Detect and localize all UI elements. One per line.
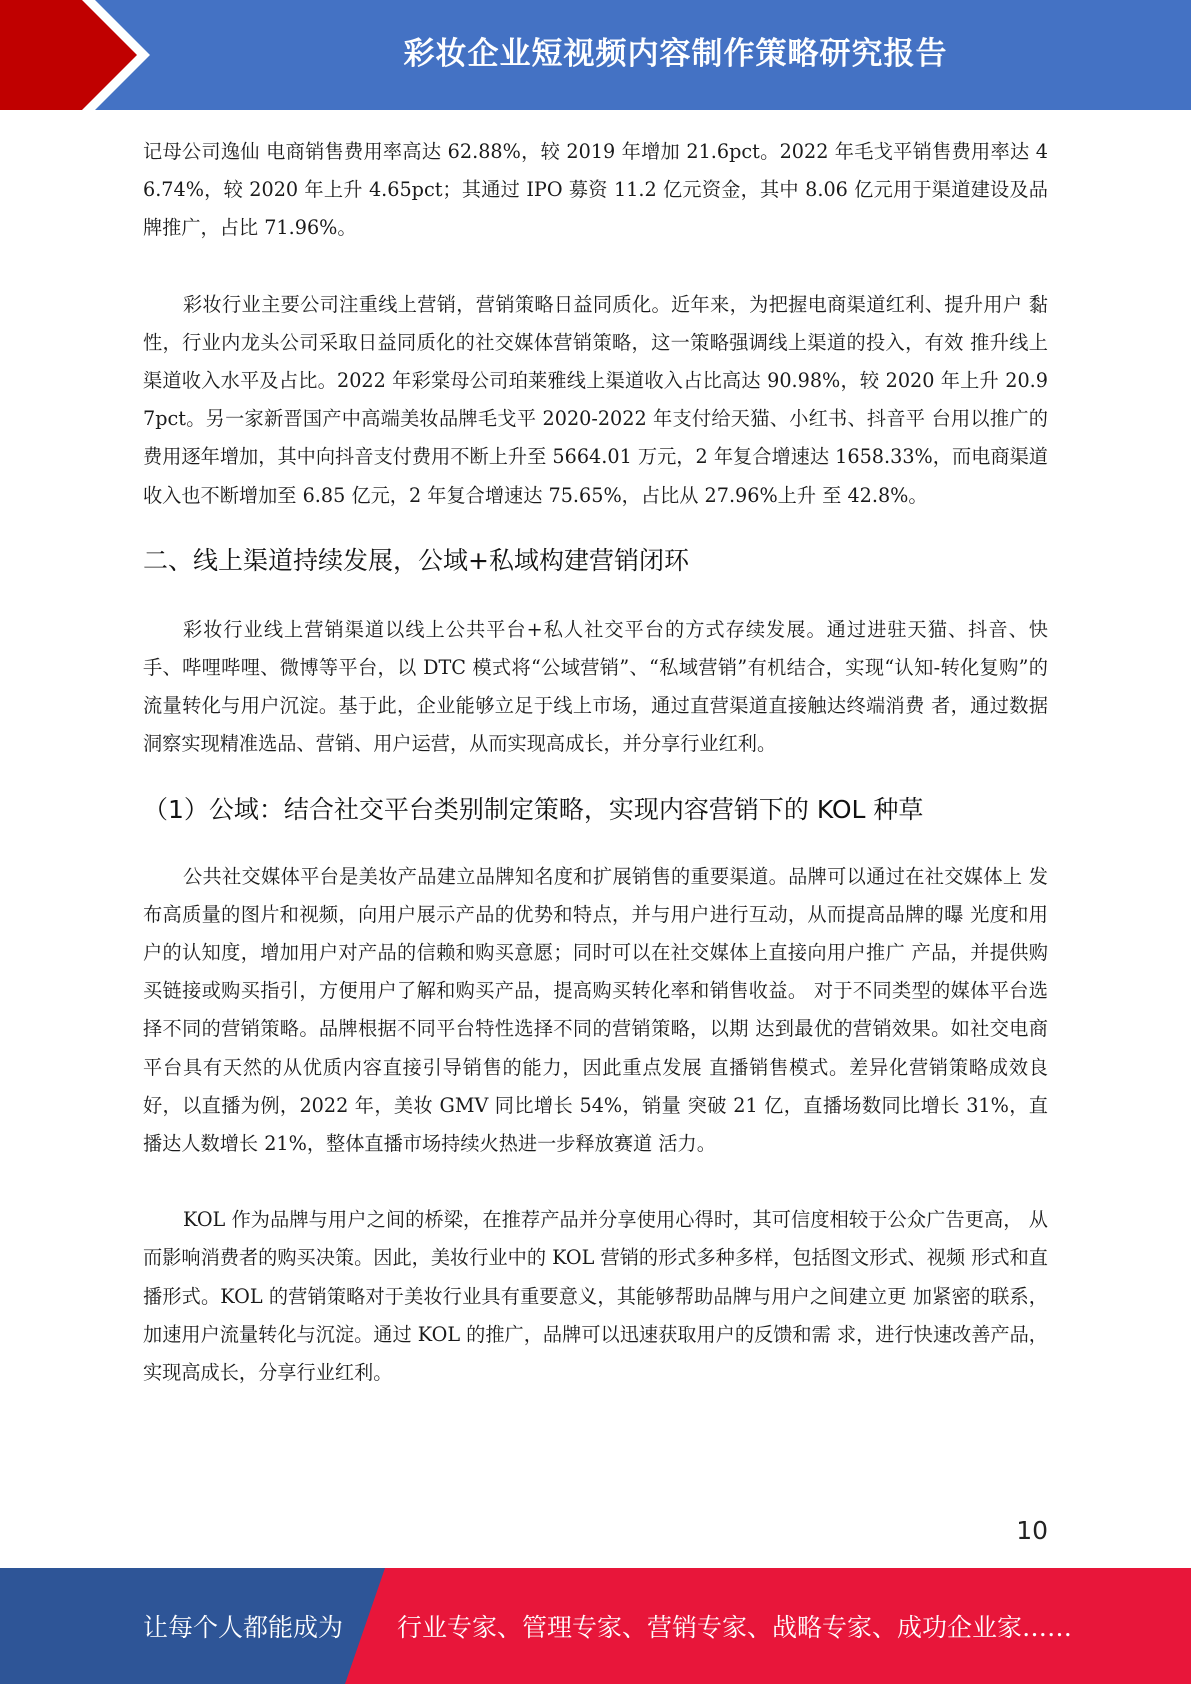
page-header (0, 0, 1191, 110)
page-number: 10 (1016, 1516, 1048, 1545)
body-paragraph-3: 彩妆行业线上营销渠道以线上公共平台+私人社交平台的方式存续发展。通过进驻天猫、抖音、快 手、哔哩哔哩、微博等平台，以 DTC 模式将“公域营销”、“私域营销”有机结合，实现“认知-转化复购”的流量转化与用户沉淀。基于此，企业能够立足于线上市场，通过直营渠道直接触达终端消费 者，通过数据洞察实现精准选品、营销、用户运营，从而实现高成长，并分享行业红利。 (143, 617, 1048, 756)
page-content (143, 133, 1048, 1392)
page-footer (0, 1568, 1191, 1684)
section-heading: 二、线上渠道持续发展，公域+私域构建营销闭环 (143, 545, 689, 575)
body-paragraph-2: 彩妆行业主要公司注重线上营销，营销策略日益同质化。近年来，为把握电商渠道红利、提升用户 黏性，行业内龙头公司采取日益同质化的社交媒体营销策略，这一策略强调线上渠道的投入，有效 推升线上渠道收入水平及占比。2022 年彩棠母公司珀莱雅线上渠道收入占比高达 90.98%，较 2020 年上升 20.97pct。另一家新晋国产中高端美妆品牌毛戈平 2020-2022 年支付给天猫、小红书、抖音平 台用以推广的费用逐年增加，其中向抖音支付费用不断上升至 5664.01 万元，2 年复合增速达 1658.33%，而电商渠道收入也不断增加至 6.85 亿元，2 年复合增速达 75.65%，占比从 27.96%上升 至 42.8%。 (143, 292, 1048, 507)
body-paragraph-5: KOL 作为品牌与用户之间的桥梁，在推荐产品并分享使用心得时，其可信度相较于公众广告更高， 从而影响消费者的购买决策。因此，美妆行业中的 KOL 营销的形式多种多样，包括图文形式、视频 形式和直播形式。KOL 的营销策略对于美妆行业具有重要意义，其能够帮助品牌与用户之间建立更 加紧密的联系，加速用户流量转化与沉淀。通过 KOL 的推广，品牌可以迅速获取用户的反馈和需 求，进行快速改善产品，实现高成长，分享行业红利。 (143, 1208, 1048, 1385)
subsection-heading: （1）公域：结合社交平台类别制定策略，实现内容营销下的 KOL 种草 (143, 794, 924, 824)
header-chevron-decoration (0, 0, 160, 110)
report-title: 彩妆企业短视频内容制作策略研究报告 (403, 35, 948, 72)
body-paragraph-1: 记母公司逸仙 电商销售费用率高达 62.88%，较 2019 年增加 21.6pct。2022 年毛戈平销售费用率达 46.74%，较 2020 年上升 4.65pct；其通过 IPO 募资 11.2 亿元资金，其中 8.06 亿元用于渠道建设及品牌推广，占比 71.96%。 (143, 140, 1048, 240)
footer-slogan-right: 行业专家、管理专家、营销专家、战略专家、成功企业家…… (397, 1613, 1073, 1642)
footer-slogan-left: 让每个人都能成为 (143, 1613, 344, 1642)
body-paragraph-4: 公共社交媒体平台是美妆产品建立品牌知名度和扩展销售的重要渠道。品牌可以通过在社交媒体上 发布高质量的图片和视频，向用户展示产品的优势和特点，并与用户进行互动，从而提高品牌的曝 光度和用户的认知度，增加用户对产品的信赖和购买意愿；同时可以在社交媒体上直接向用户推广 产品，并提供购买链接或购买指引，方便用户了解和购买产品，提高购买转化率和销售收益。 对于不同类型的媒体平台选择不同的营销策略。品牌根据不同平台特性选择不同的营销策略，以期 达到最优的营销效果。如社交电商平台具有天然的从优质内容直接引导销售的能力，因此重点发展 直播销售模式。差异化营销策略成效良好，以直播为例，2022 年，美妆 GMV 同比增长 54%，销量 突破 21 亿，直播场数同比增长 31%，直播达人数增长 21%，整体直播市场持续火热进一步释放赛道 活力。 (143, 864, 1048, 1156)
